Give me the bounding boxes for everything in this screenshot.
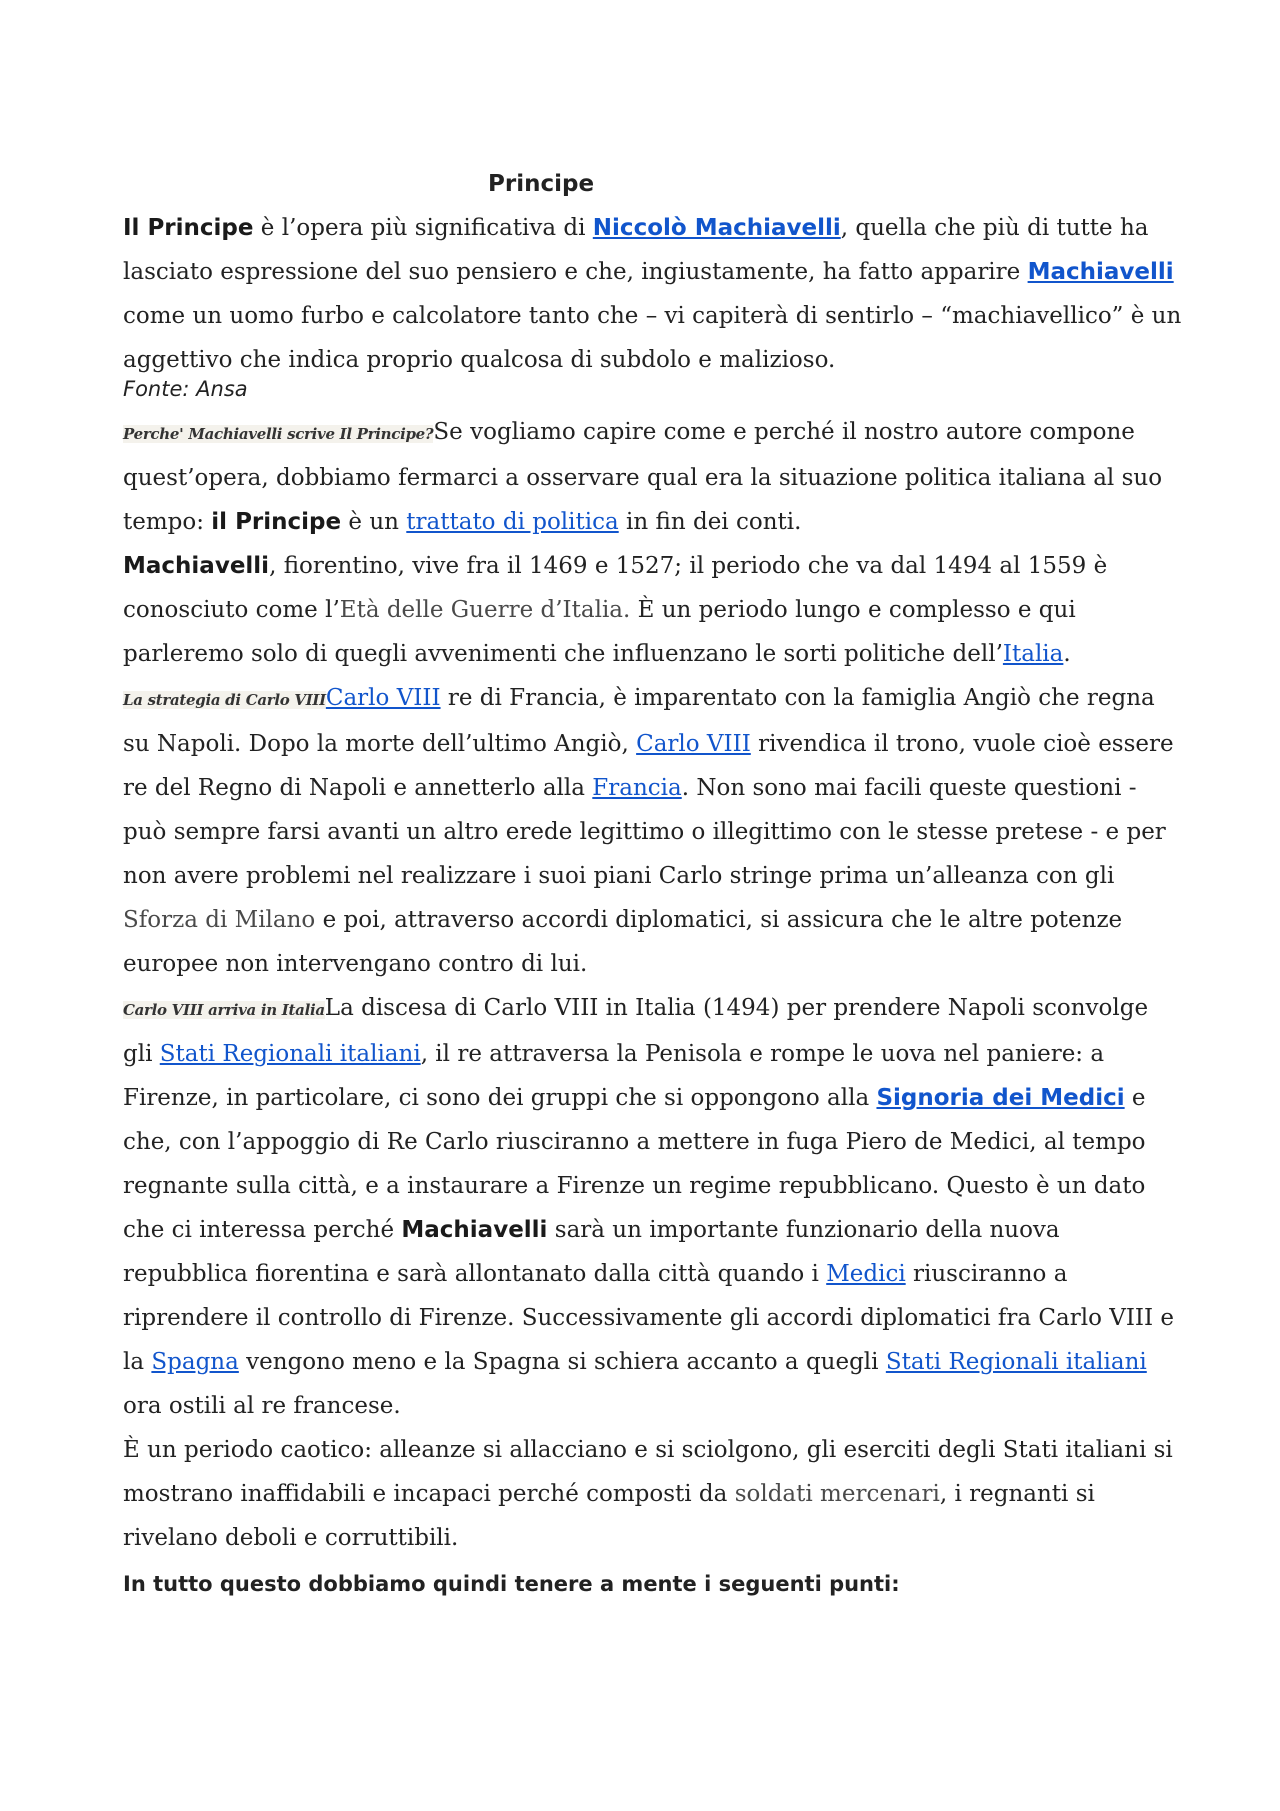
text-soldati-mercenari: soldati mercenari [734, 1481, 940, 1507]
link-signoria-medici[interactable]: Signoria dei Medici [876, 1085, 1125, 1111]
link-trattato-di-politica[interactable]: trattato di politica [406, 509, 619, 535]
text-guerre-italia: Età delle Guerre d’Italia. [339, 597, 631, 623]
bold-text: Il Principe [123, 215, 254, 241]
bold-text: Machiavelli [123, 553, 270, 579]
text: e poi, attraverso accordi diplomatici, si assicura che le altre potenze europee non intervengano contro di lui. [123, 907, 1123, 977]
text: ora ostili al re francese. [123, 1393, 401, 1419]
paragraph-intro [123, 206, 1183, 382]
text: È un periodo caotico: alleanze si allacciano e si sciolgono, gli eserciti degli Stati italiani si mostrano inaffidabili e incapaci perché composti da [123, 1437, 1173, 1507]
caption-why: Perche' Machiavelli scrive Il Principe? [123, 425, 434, 443]
paragraph-chaos [123, 1428, 1183, 1560]
paragraph-strategy [123, 676, 1183, 986]
link-niccolo-machiavelli[interactable]: Niccolò Machiavelli [592, 215, 841, 241]
link-carlo-viii[interactable]: Carlo VIII [325, 685, 441, 711]
document-page [123, 162, 1183, 1606]
text: è l’opera più significativa di [253, 215, 593, 241]
link-machiavelli[interactable]: Machiavelli [1027, 259, 1174, 285]
paragraph-why [123, 410, 1183, 544]
text: . Non sono mai facili queste questioni - può sempre farsi avanti un altro erede legittimo o illegittimo con le stesse pretese - e per non avere problemi nel realizzare i suoi piani Carlo stringe prima un’alleanza con gli [123, 775, 1166, 889]
text: . [1063, 641, 1071, 667]
text: È un periodo lungo e complesso e qui parleremo solo di quegli avvenimenti che influenzano le sorti politiche dell’ [123, 597, 1076, 667]
paragraph-context [123, 544, 1183, 676]
link-spagna[interactable]: Spagna [151, 1349, 239, 1375]
link-stati-regionali[interactable]: Stati Regionali italiani [885, 1349, 1147, 1375]
link-medici[interactable]: Medici [826, 1261, 906, 1287]
caption-arrival: Carlo VIII arriva in Italia [123, 1001, 325, 1019]
text: come un uomo furbo e calcolatore tanto che – vi capiterà di sentirlo – “machiavellico” è un aggettivo che indica proprio qualcosa di subdolo e malizioso. [123, 303, 1182, 373]
text: in fin dei conti. [618, 509, 802, 535]
text: re di Francia, è imparentato con la famiglia Angiò che regna su Napoli. Dopo la morte dell’ultimo Angiò, [123, 685, 1155, 757]
text: Se vogliamo capire come e perché il nostro autore compone quest’opera, dobbiamo fermarci a osservare qual era la situazione politica italiana al suo tempo: [123, 419, 1163, 535]
text: riusciranno a riprendere il controllo di Firenze. Successivamente gli accordi diplomatici fra Carlo VIII e la [123, 1261, 1175, 1375]
bold-text: il Principe [211, 509, 342, 535]
text: La discesa di Carlo VIII in Italia (1494) per prendere Napoli sconvolge gli [123, 995, 1149, 1067]
link-stati-regionali[interactable]: Stati Regionali italiani [159, 1041, 421, 1067]
link-carlo-viii[interactable]: Carlo VIII [636, 731, 751, 757]
text: sarà un importante funzionario della nuova repubblica fiorentina e sarà allontanato dalla città quando i [123, 1217, 1060, 1287]
text: , i regnanti si rivelano deboli e corruttibili. [123, 1481, 1095, 1551]
paragraph-arrival [123, 986, 1183, 1428]
text: , il re attraversa la Penisola e rompe le uova nel paniere: a Firenze, in particolare, ci sono dei gruppi che si oppongono alla [123, 1041, 1105, 1111]
page-title: Principe [488, 171, 595, 197]
link-italia[interactable]: Italia [1002, 641, 1064, 667]
source-note: Fonte: Ansa [123, 377, 248, 401]
text-sforza-milano: Sforza di Milano [123, 907, 316, 933]
caption-strategy: La strategia di Carlo VIII [123, 691, 326, 709]
bold-text: Machiavelli [401, 1217, 548, 1243]
text: e che, con l’appoggio di Re Carlo riusciranno a mettere in fuga Piero de Medici, al tempo regnante sulla città, e a instaurare a Firenze un regime repubblicano. Questo è un dato che ci interessa perché [123, 1085, 1146, 1243]
text: è un [341, 509, 407, 535]
text: rivendica il trono, vuole cioè essere re del Regno di Napoli e annetterlo alla [123, 731, 1174, 801]
text: , quella che più di tutte ha lasciato espressione del suo pensiero e che, ingiustamente, ha fatto apparire [123, 215, 1149, 285]
text: vengono meno e la Spagna si schiera accanto a quegli [238, 1349, 886, 1375]
closing-heading: In tutto questo dobbiamo quindi tenere a mente i seguenti punti: [123, 1572, 900, 1596]
text: , fiorentino, vive fra il 1469 e 1527; il periodo che va dal 1494 al 1559 è conosciuto come l’ [123, 553, 1108, 623]
link-francia[interactable]: Francia [592, 775, 682, 801]
